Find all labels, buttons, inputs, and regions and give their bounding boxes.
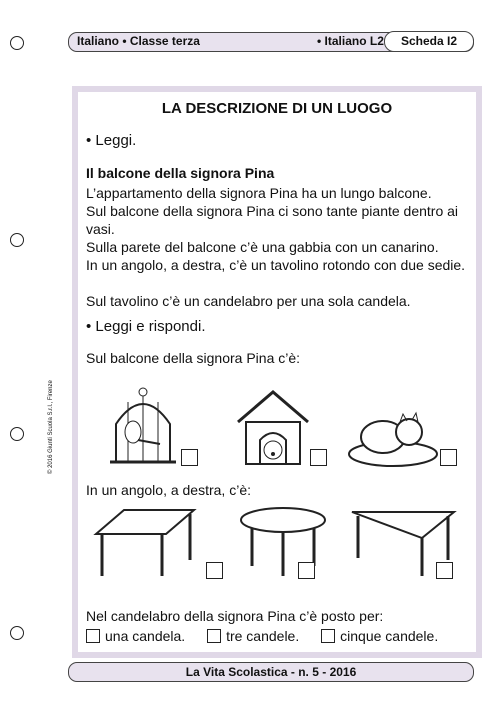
option-checkbox[interactable] — [86, 629, 100, 643]
worksheet-frame — [72, 86, 482, 658]
option-five-candles[interactable] — [321, 628, 438, 644]
read-answer-instruction: • Leggi e rispondi. — [86, 318, 206, 335]
answer-checkbox[interactable] — [310, 449, 327, 466]
worksheet-tag: Scheda I2 — [384, 31, 474, 52]
paragraph: L’appartamento della signora Pina ha un lungo balcone. — [86, 185, 432, 201]
option-checkbox[interactable] — [207, 629, 221, 643]
paragraph: Sul tavolino c’è un candelabro per una sola candela. — [86, 293, 411, 309]
answer-checkbox[interactable] — [181, 449, 198, 466]
option-label: cinque candele. — [340, 628, 439, 644]
birdcage-picture — [98, 382, 188, 472]
binder-hole — [10, 626, 24, 640]
binder-hole — [10, 36, 24, 50]
option-one-candle[interactable] — [86, 628, 185, 644]
doghouse-picture — [228, 382, 318, 472]
cat-on-cushion-picture — [343, 392, 443, 472]
footer-bar: La Vita Scolastica - n. 5 - 2016 — [68, 662, 474, 682]
worksheet-title: LA DESCRIZIONE DI UN LUOGO — [161, 100, 393, 117]
read-instruction: • Leggi. — [86, 132, 137, 149]
paragraph: In un angolo, a destra, c’è un tavolino rotondo con due sedie. — [86, 257, 466, 273]
answer-options — [86, 628, 456, 644]
question-2: In un angolo, a destra, c’è: — [86, 482, 251, 498]
binder-hole — [10, 233, 24, 247]
answer-checkbox[interactable] — [298, 562, 315, 579]
binder-hole — [10, 427, 24, 441]
question-1: Sul balcone della signora Pina c’è: — [86, 350, 301, 366]
copyright-note: © 2016 Giunti Scuola S.r.l., Firenze — [48, 380, 54, 474]
course-label: • Italiano L2 — [317, 34, 384, 48]
option-label: una candela. — [105, 628, 186, 644]
question-3: Nel candelabro della signora Pina c’è posto per: — [86, 608, 384, 624]
answer-checkbox[interactable] — [436, 562, 453, 579]
subject-label: Italiano • Classe terza — [77, 34, 200, 48]
paragraph: Sul balcone della signora Pina ci sono tante piante dentro ai vasi. — [86, 203, 459, 237]
paragraph: Sulla parete del balcone c’è una gabbia con un canarino. — [86, 239, 439, 255]
option-three-candles[interactable] — [207, 628, 299, 644]
story-title: Il balcone della signora Pina — [86, 165, 275, 181]
answer-checkbox[interactable] — [206, 562, 223, 579]
answer-checkbox[interactable] — [440, 449, 457, 466]
option-label: tre candele. — [226, 628, 300, 644]
square-table-picture — [90, 504, 200, 580]
option-checkbox[interactable] — [321, 629, 335, 643]
